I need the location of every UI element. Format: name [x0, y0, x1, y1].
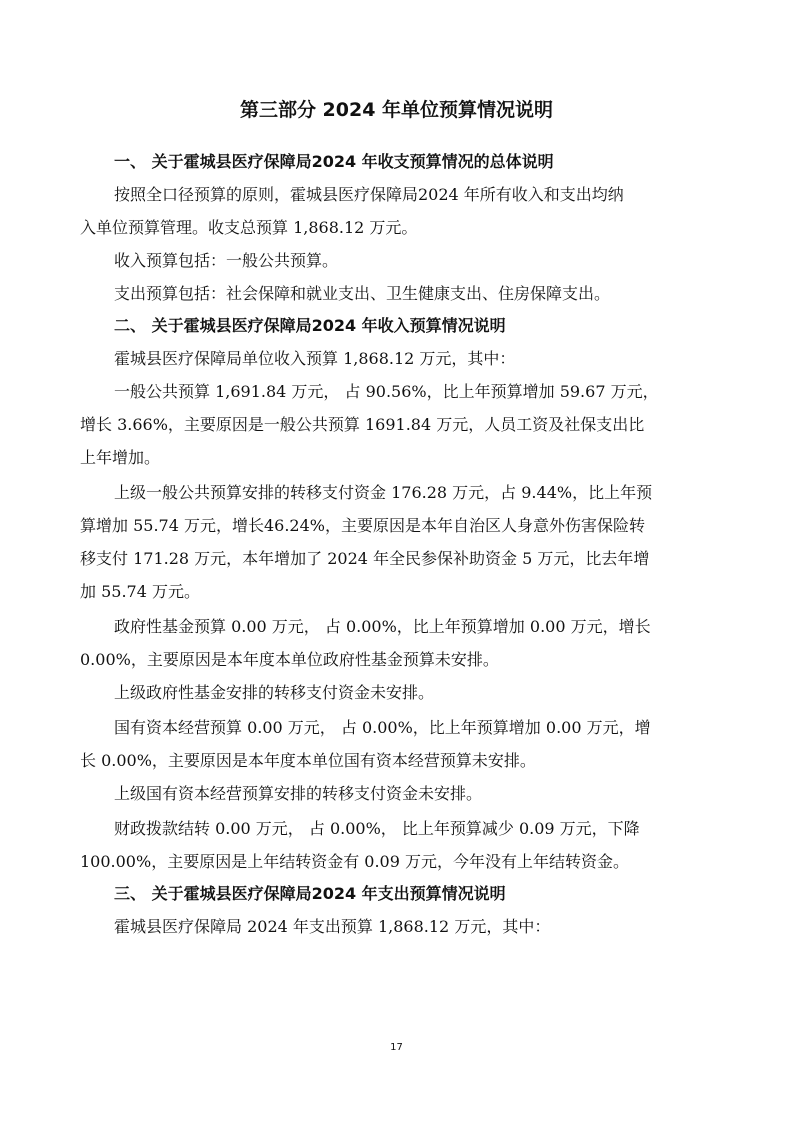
paragraph	[80, 342, 711, 375]
paragraph	[80, 812, 711, 878]
paragraph-line: 政府性基金预算 0.00 万元， 占 0.00%，比上年预算增加 0.00 万元，增长	[114, 617, 651, 636]
paragraph	[80, 777, 711, 810]
paragraph-line: 霍城县医疗保障局单位收入预算 1,868.12 万元，其中：	[114, 349, 516, 368]
paragraph-line: 支出预算包括：社会保障和就业支出、卫生健康支出、住房保障支出。	[114, 284, 611, 303]
paragraph	[80, 910, 711, 943]
paragraph-line: 上级国有资本经营预算安排的转移支付资金未安排。	[114, 784, 483, 803]
paragraph-line: 算增加 55.74 万元，增长46.24%，主要原因是本年自治区人身意外伤害保险转	[80, 516, 645, 535]
paragraph-line: 100.00%，主要原因是上年结转资金有 0.09 万元，今年没有上年结转资金。	[80, 852, 629, 871]
paragraph	[80, 610, 711, 676]
paragraph-line: 加 55.74 万元。	[80, 582, 200, 601]
section-heading-2: 二、 关于霍城县医疗保障局2024 年收入预算情况说明	[114, 316, 506, 335]
paragraph	[80, 711, 711, 777]
paragraph	[80, 676, 711, 709]
paragraph-line: 长 0.00%，主要原因是本年度本单位国有资本经营预算未安排。	[80, 751, 536, 770]
paragraph-line: 移支付 171.28 万元，本年增加了 2024 年全民参保补助资金 5 万元，比去年增	[80, 549, 650, 568]
paragraph-line: 0.00%，主要原因是本年度本单位政府性基金预算未安排。	[80, 650, 499, 669]
page-title: 第三部分 2024 年单位预算情况说明	[239, 99, 554, 121]
section-heading-1: 一、 关于霍城县医疗保障局2024 年收支预算情况的总体说明	[114, 152, 554, 171]
paragraph-line: 按照全口径预算的原则，霍城县医疗保障局2024 年所有收入和支出均纳	[114, 185, 624, 204]
section-heading-3: 三、 关于霍城县医疗保障局2024 年支出预算情况说明	[114, 884, 506, 903]
paragraph-line: 霍城县医疗保障局 2024 年支出预算 1,868.12 万元，其中：	[114, 917, 551, 936]
paragraph-line: 财政拨款结转 0.00 万元， 占 0.00%， 比上年预算减少 0.09 万元，下降	[114, 819, 640, 838]
page-number: 17	[390, 1042, 403, 1053]
paragraph	[80, 244, 711, 277]
paragraph-line: 入单位预算管理。收支总预算 1,868.12 万元。	[80, 218, 418, 237]
paragraph	[80, 277, 711, 310]
paragraph-line: 上年增加。	[80, 448, 161, 467]
paragraph	[80, 178, 711, 244]
paragraph-line: 国有资本经营预算 0.00 万元， 占 0.00%，比上年预算增加 0.00 万元，增	[114, 718, 651, 737]
paragraph	[80, 375, 711, 474]
paragraph-line: 收入预算包括：一般公共预算。	[114, 251, 339, 270]
document-body	[80, 146, 711, 943]
paragraph-line: 上级一般公共预算安排的转移支付资金 176.28 万元，占 9.44%，比上年预	[114, 483, 653, 502]
paragraph-line: 增长 3.66%，主要原因是一般公共预算 1691.84 万元，人员工资及社保支出比	[80, 415, 645, 434]
paragraph	[80, 476, 711, 608]
paragraph-line: 上级政府性基金安排的转移支付资金未安排。	[114, 683, 435, 702]
paragraph-line: 一般公共预算 1,691.84 万元， 占 90.56%，比上年预算增加 59.67 万元，	[114, 382, 659, 401]
